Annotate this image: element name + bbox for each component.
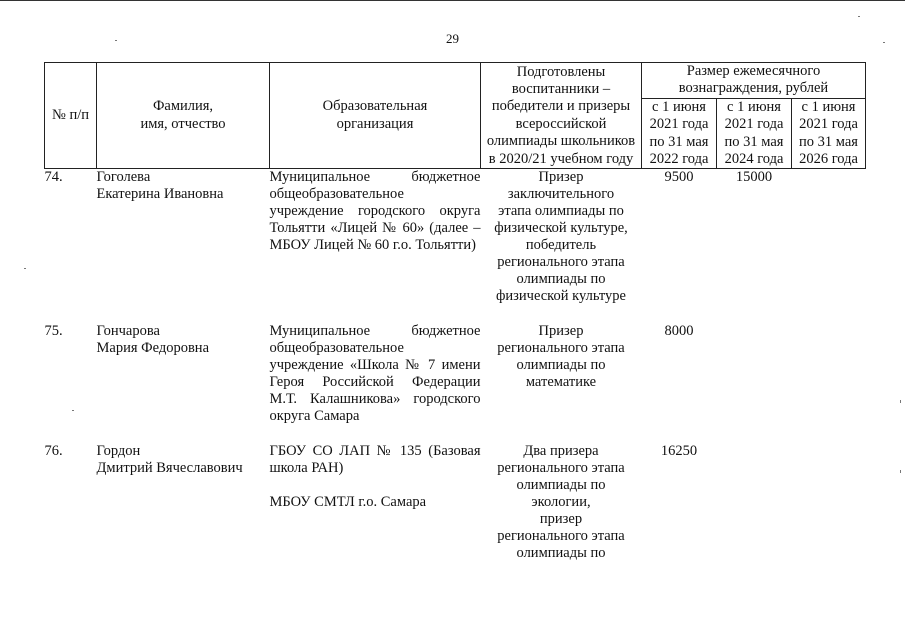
amount-2024: 15000 xyxy=(735,169,773,186)
row-number: 74. xyxy=(44,169,63,186)
scan-speck xyxy=(900,400,901,403)
table-row xyxy=(45,169,866,306)
person-name: Гончарова Мария Федоровна xyxy=(96,323,210,357)
scan-speck xyxy=(883,42,885,43)
achievement: Два призера регионального этапа олимпиады по экологии, призер регионального этапа олимпиады по xyxy=(497,443,625,562)
header-period-2024: с 1 июня 2021 года по 31 мая 2024 года xyxy=(717,98,792,169)
row-spacer xyxy=(45,425,866,443)
achievement: Призер заключительного этапа олимпиады по физической культуре, победитель регионального этапа олимпиады по физической культуре xyxy=(494,169,628,305)
amount-2026 xyxy=(792,323,866,425)
organization xyxy=(270,169,481,306)
table-row xyxy=(45,443,866,562)
organization xyxy=(270,443,481,562)
amount-2024 xyxy=(717,323,792,425)
organization-text: МБОУ СМТЛ г.о. Самара xyxy=(269,494,427,511)
header-organization: Образовательная организация xyxy=(270,63,481,169)
amount-2024 xyxy=(717,443,792,562)
scan-speck xyxy=(72,410,74,411)
row-number: 75. xyxy=(44,323,63,340)
page-number: 29 xyxy=(446,31,459,46)
amount-2022: 9500 xyxy=(664,169,694,186)
amount-2022: 8000 xyxy=(664,323,694,340)
awards-table xyxy=(44,62,866,562)
table-row xyxy=(45,323,866,425)
person-name: Гоголева Екатерина Ивановна xyxy=(96,169,224,203)
scan-speck xyxy=(24,268,26,269)
header-name: Фамилия, имя, отчество xyxy=(97,63,270,169)
header-prepared-winners: Подготовлены воспитанники – победители и призеры всероссийской олимпиады школьников в 2020/21 учебном году xyxy=(481,63,642,169)
person-name: Гордон Дмитрий Вячеславович xyxy=(96,443,243,477)
page-top-border xyxy=(0,0,905,1)
organization xyxy=(270,323,481,425)
organization-text: ГБОУ СО ЛАП № 135 (Базовая школа РАН) xyxy=(269,443,481,477)
header-period-2022: с 1 июня 2021 года по 31 мая 2022 года xyxy=(642,98,717,169)
header-period-2026: с 1 июня 2021 года по 31 мая 2026 года xyxy=(792,98,866,169)
amount-2026 xyxy=(792,443,866,562)
amount-2022: 16250 xyxy=(660,443,698,460)
scan-speck xyxy=(858,16,860,17)
scan-speck xyxy=(900,470,901,473)
scan-speck xyxy=(115,40,117,41)
organization-text: Муниципальное бюджетное общеобразовательное учреждение городского округа Тольятти «Лицей № 60» (далее – МБОУ Лицей № 60 г.о. Тольятти) xyxy=(269,169,481,254)
header-number: № п/п xyxy=(45,63,97,169)
header-reward-size: Размер ежемесячного вознаграждения, рублей xyxy=(642,63,866,99)
achievement: Призер регионального этапа олимпиады по математике xyxy=(497,323,625,391)
row-number: 76. xyxy=(44,443,63,460)
amount-2026 xyxy=(792,169,866,306)
row-spacer xyxy=(45,305,866,323)
organization-text: Муниципальное бюджетное общеобразовательное учреждение «Школа № 7 имени Героя Российской Федерации М.Т. Калашникова» городского округа Самара xyxy=(269,323,481,425)
